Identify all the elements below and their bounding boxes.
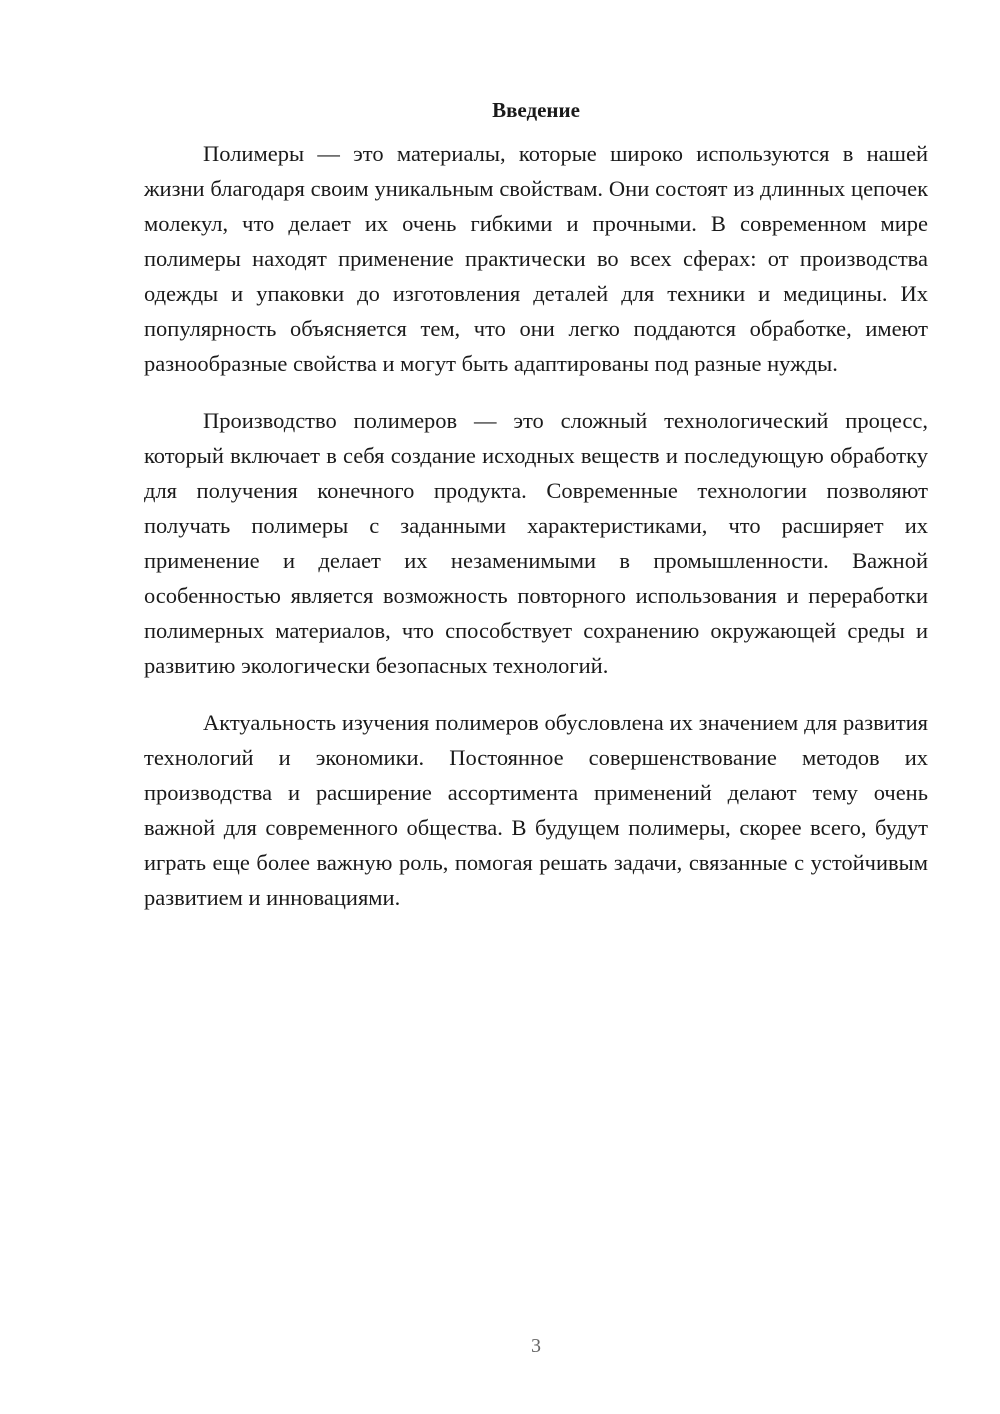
page-content — [144, 96, 928, 937]
paragraph-3: Актуальность изучения полимеров обусловлена их значением для развития технологий и экономики. Постоянное совершенствование методов их производства и расширение ассортимента применений делают тему очень важной для современного общества. В будущем полимеры, скорее всего, будут играть еще более важную роль, помогая решать задачи, связанные с устойчивым развитием и инновациями. — [144, 710, 928, 910]
paragraph-2: Производство полимеров — это сложный технологический процесс, который включает в себя создание исходных веществ и последующую обработку для получения конечного продукта. Современные технологии позволяют получать полимеры с заданными характеристиками, что расширяет их применение и делает их незаменимыми в промышленности. Важной особенностью является возможность повторного использования и переработки полимерных материалов, что способствует сохранению окружающей среды и развитию экологически безопасных технологий. — [144, 408, 928, 678]
section-title: Введение — [492, 98, 580, 122]
paragraph-1: Полимеры — это материалы, которые широко используются в нашей жизни благодаря своим уникальным свойствам. Они состоят из длинных цепочек молекул, что делает их очень гибкими и прочными. В современном мире полимеры находят применение практически во всех сферах: от производства одежды и упаковки до изготовления деталей для техники и медицины. Их популярность объясняется тем, что они легко поддаются обработке, имеют разнообразные свойства и могут быть адаптированы под разные нужды. — [144, 141, 928, 376]
page-number: 3 — [531, 1335, 541, 1357]
